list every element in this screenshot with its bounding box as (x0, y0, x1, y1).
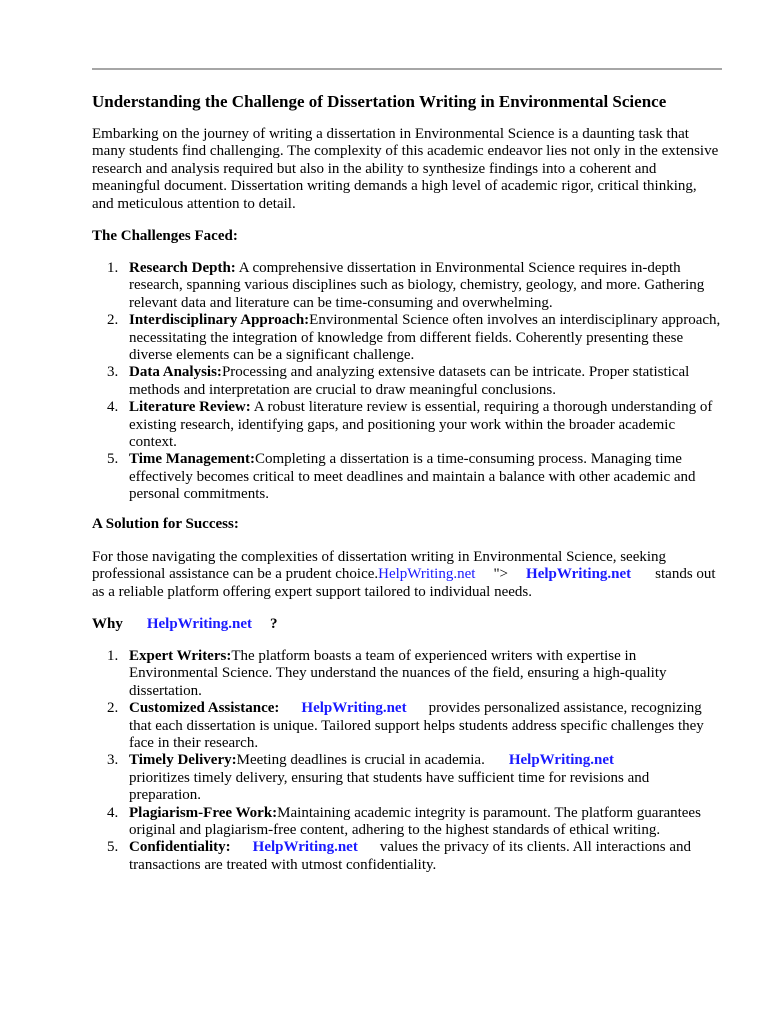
item-text: Completing a dissertation is a time-consuming process. Managing time effectively becomes critical to meet deadlines and maintain a balance with other academic and personal commitments. (129, 451, 696, 503)
why-prefix: Why (92, 616, 123, 632)
item-number: 3. (107, 752, 119, 769)
why-helpwriting-link[interactable]: HelpWriting.net (146, 616, 252, 632)
helpwriting-link-bold[interactable]: HelpWriting.net (301, 700, 407, 717)
item-number: 5. (107, 451, 119, 468)
item-text: A robust literature review is essential, requiring a thorough understanding of existing research, identifying gaps, and positioning your work within the broader academic context. (129, 399, 713, 451)
item-text: prioritizes timely delivery, ensuring that students have sufficient time for revisions and preparation. (129, 769, 650, 804)
item-label: Data Analysis: (129, 364, 222, 381)
helpwriting-link-bold[interactable]: HelpWriting.net (526, 566, 632, 583)
item-label: Customized Assistance: (129, 700, 280, 717)
item-number: 2. (107, 312, 119, 329)
item-label: Interdisciplinary Approach: (129, 312, 310, 329)
item-text: Environmental Science often involves an interdisciplinary approach, necessitating the integration of knowledge from different fields. Coherently presenting these diverse elements can be a significant challenge. (129, 312, 721, 364)
challenge-item (92, 451, 722, 503)
item-text: Processing and analyzing extensive datasets can be intricate. Proper statistical methods and interpretation are crucial to draw meaningful conclusions. (129, 364, 690, 398)
solution-text-after: stands out as a reliable platform offering expert support tailored to individual needs. (92, 566, 716, 600)
helpwriting-link[interactable]: HelpWriting.net (378, 566, 476, 583)
item-text: A comprehensive dissertation in Environmental Science requires in-depth research, spanning various disciplines such as biology, chemistry, geology, and more. Gathering relevant data and literature can be time-consuming and overwhelming. (129, 260, 705, 311)
challenge-item (92, 399, 722, 451)
why-item (92, 648, 722, 700)
helpwriting-link-bold[interactable]: HelpWriting.net (252, 839, 358, 856)
item-text: The platform boasts a team of experienced writers with expertise in Environmental Science. They understand the nuances of the field, ensuring a high-quality dissertation. (129, 648, 667, 699)
item-pre-text: Meeting deadlines is crucial in academia. (236, 752, 485, 769)
why-item (92, 805, 722, 840)
why-item (92, 700, 722, 752)
quote-fragment: "> (493, 566, 509, 583)
why-list (92, 648, 722, 874)
item-number: 1. (107, 648, 119, 664)
solution-paragraph (92, 549, 722, 601)
solution-text-before: For those navigating the complexities of dissertation writing in Environmental Science, seeking professional assistance can be a prudent choice. (92, 549, 667, 583)
challenge-item (92, 260, 722, 312)
item-number: 4. (107, 399, 119, 416)
item-label: Timely Delivery: (129, 752, 237, 769)
top-divider (92, 68, 722, 70)
item-label: Time Management: (129, 451, 255, 468)
challenge-item (92, 312, 722, 364)
item-number: 4. (107, 804, 119, 821)
challenge-item (92, 364, 722, 399)
item-number: 2. (107, 700, 119, 717)
solution-heading: A Solution for Success: (92, 516, 239, 532)
item-label: Literature Review: (129, 399, 251, 416)
why-item (92, 839, 722, 874)
challenges-heading: The Challenges Faced: (92, 228, 238, 244)
item-label: Research Depth: (129, 260, 236, 276)
item-number: 5. (107, 839, 119, 856)
helpwriting-link-bold[interactable]: HelpWriting.net (508, 752, 614, 769)
why-item (92, 752, 722, 804)
item-text: Maintaining academic integrity is paramount. The platform guarantees original and plagiarism-free content, adhering to the highest standards of ethical writing. (129, 804, 701, 839)
item-number: 3. (107, 364, 119, 381)
item-number: 1. (107, 260, 119, 276)
item-text: provides personalized assistance, recognizing that each dissertation is unique. Tailored support helps students address specific challenges they face in their research. (129, 700, 704, 752)
challenges-list (92, 260, 722, 504)
item-label: Confidentiality: (129, 839, 231, 856)
why-heading (92, 616, 277, 633)
item-text: values the privacy of its clients. All interactions and transactions are treated with utmost confidentiality. (129, 839, 691, 873)
item-label: Expert Writers: (129, 648, 232, 664)
intro-paragraph: Embarking on the journey of writing a dissertation in Environmental Science is a daunting task that many students find challenging. The complexity of this academic endeavor lies not only in the extensive research and analysis required but also in the ability to synthesize findings into a coherent and meaningful document. Dissertation writing demands a high level of academic rigor, critical thinking, and meticulous attention to detail. (92, 126, 719, 212)
document-title: Understanding the Challenge of Dissertation Writing in Environmental Science (92, 92, 667, 111)
item-label: Plagiarism-Free Work: (129, 804, 278, 821)
why-suffix: ? (269, 616, 278, 632)
